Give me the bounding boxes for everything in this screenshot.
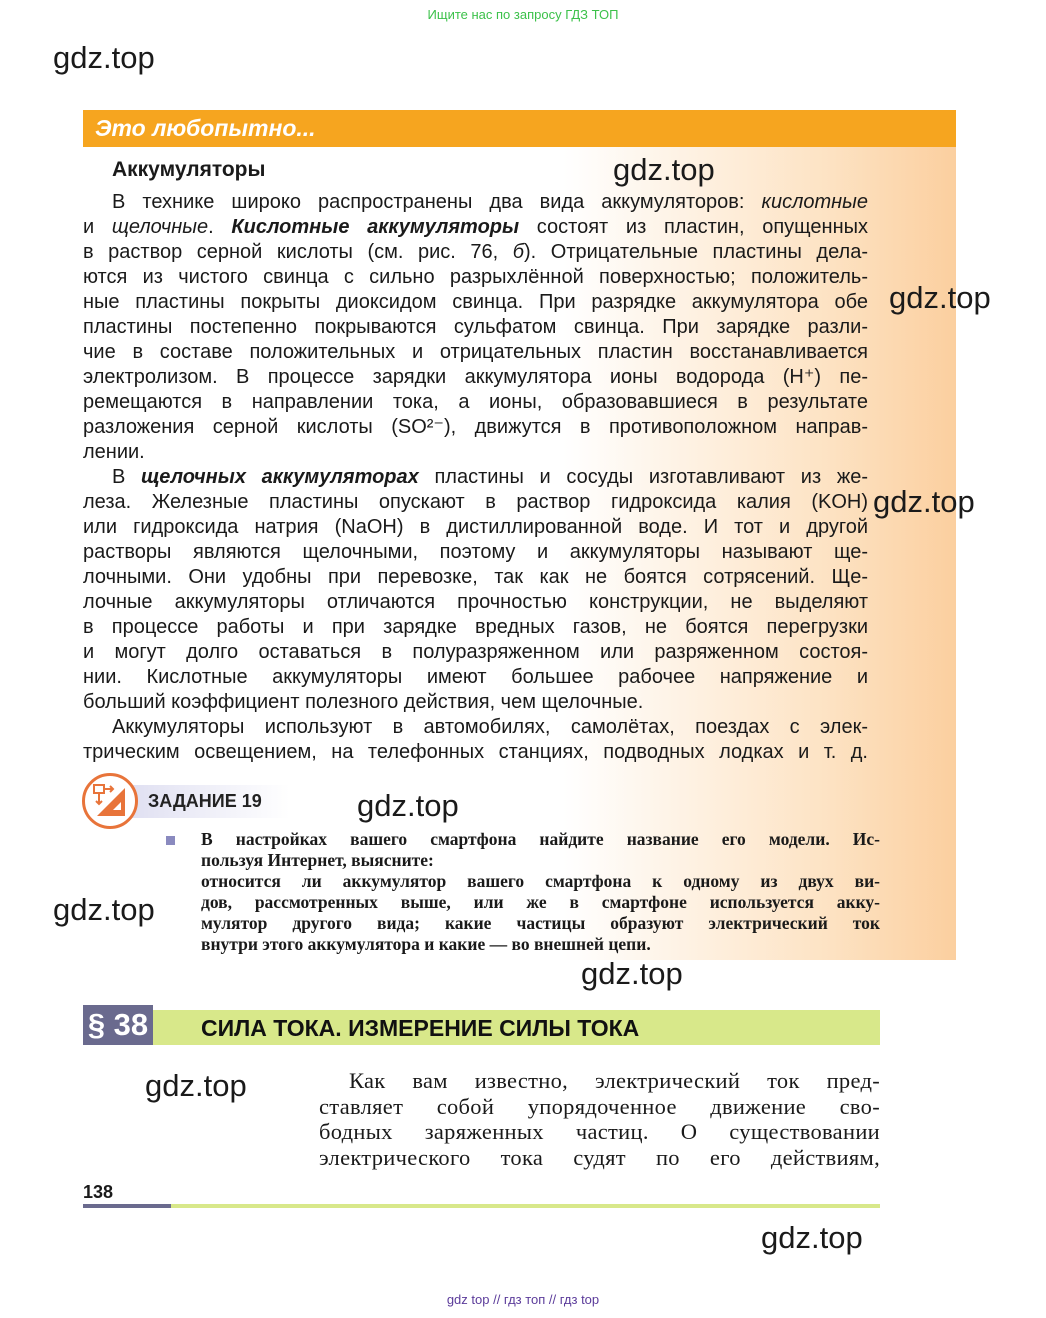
section-title: СИЛА ТОКА. ИЗМЕРЕНИЕ СИЛЫ ТОКА bbox=[201, 1015, 640, 1041]
curious-box-header bbox=[83, 110, 956, 147]
text-segment: пластины постепенно покрываются сульфатом свинца. При зарядке разли- bbox=[83, 316, 868, 338]
watermark: gdz.top bbox=[761, 1220, 863, 1255]
text-segment: ются из чистого свинца с сильно разрыхлённой поверхностью; положитель- bbox=[83, 266, 868, 288]
text-segment: пластины и сосуды изготавливают из же- bbox=[418, 466, 868, 488]
task-icon bbox=[82, 773, 138, 829]
text-segment: щелочных аккумуляторах bbox=[141, 466, 419, 488]
text-line bbox=[83, 690, 868, 715]
text-segment: ). Отрицательные пластины дела- bbox=[524, 241, 868, 263]
watermark: gdz.top bbox=[613, 152, 715, 187]
text-line bbox=[83, 415, 868, 440]
watermark: gdz.top bbox=[357, 788, 459, 823]
text-line bbox=[83, 740, 868, 765]
task-line: мулятор другого вида; какие частицы образуют электрический ток bbox=[201, 913, 880, 933]
bottom-note[interactable]: gdz top // гдз топ // гдз top bbox=[446, 1292, 600, 1307]
text-segment: лочными. Они удобны при перевозке, так как не боятся сотрясений. Ще- bbox=[83, 566, 868, 588]
text-segment: чие в составе положительных и отрицательных пластин восстанавливается bbox=[83, 341, 868, 363]
text-segment: кислотные bbox=[761, 191, 868, 213]
text-segment: в процессе работы и при зарядке вредных газов, не боятся перегрузки bbox=[83, 616, 868, 638]
watermark: gdz.top bbox=[145, 1068, 247, 1103]
text-line bbox=[112, 715, 868, 740]
task-line: внутри этого аккумулятора и какие — во внешней цепи. bbox=[201, 934, 651, 954]
text-line bbox=[83, 440, 868, 465]
text-segment: б bbox=[512, 241, 524, 263]
watermark: gdz.top bbox=[581, 956, 683, 991]
watermark: gdz.top bbox=[53, 40, 155, 75]
top-note[interactable]: Ищите нас по запросу ГДЗ ТОП bbox=[427, 7, 619, 22]
task-line: относится ли аккумулятор вашего смартфона к одному из двух ви- bbox=[201, 871, 880, 891]
text-line bbox=[83, 365, 868, 390]
text-line bbox=[112, 465, 868, 490]
intro-line: электрического тока судят по его действиям, bbox=[319, 1144, 880, 1170]
text-line bbox=[83, 540, 868, 565]
text-segment: больший коэффициент полезного действия, чем щелочные. bbox=[83, 691, 644, 713]
text-line bbox=[83, 215, 868, 240]
task-line: дов, рассмотренных выше, или же в смартфоне используется акку- bbox=[201, 892, 880, 912]
text-line bbox=[83, 665, 868, 690]
text-segment: лении. bbox=[83, 441, 145, 463]
text-segment: ные пластины покрыты диоксидом свинца. При разрядке аккумулятора обе bbox=[83, 291, 868, 313]
text-segment: В bbox=[112, 466, 142, 488]
text-line bbox=[83, 590, 868, 615]
text-segment: нии. Кислотные аккумуляторы имеют большее рабочее напряжение и bbox=[83, 666, 868, 688]
page-number: 138 bbox=[83, 1182, 114, 1202]
watermark: gdz.top bbox=[889, 280, 991, 315]
text-segment: . bbox=[208, 216, 232, 238]
text-segment: ремещаются в направлении тока, а ионы, образовавшиеся в результате bbox=[83, 391, 868, 413]
text-line bbox=[83, 565, 868, 590]
text-line bbox=[83, 515, 868, 540]
text-segment: Кислотные аккумуляторы bbox=[231, 216, 520, 238]
text-line bbox=[83, 240, 868, 265]
intro-line: ставляет собой упорядоченное движение сво- bbox=[319, 1093, 880, 1119]
text-segment: и bbox=[83, 216, 112, 238]
text-segment: состоят из пластин, опущенных bbox=[519, 216, 868, 238]
text-segment: леза. Железные пластины опускают в раствор гидроксида калия (KOH) bbox=[83, 491, 868, 513]
curious-box-title: Это любопытно... bbox=[95, 115, 316, 141]
text-line bbox=[112, 190, 868, 215]
text-line bbox=[83, 340, 868, 365]
text-line bbox=[83, 315, 868, 340]
bullet-icon bbox=[166, 836, 175, 845]
footer-rule-purple bbox=[83, 1204, 171, 1208]
text-segment: В технике широко распространены два вида аккумуляторов: bbox=[112, 191, 762, 213]
task-label: ЗАДАНИЕ 19 bbox=[148, 791, 262, 811]
section-title-bar bbox=[153, 1010, 880, 1045]
text-line bbox=[83, 490, 868, 515]
text-segment: Аккумуляторы используют в автомобилях, самолётах, поездах с элек- bbox=[112, 716, 868, 738]
text-line bbox=[83, 640, 868, 665]
text-segment: разложения серной кислоты (SO²⁻), движутся в противоположном направ- bbox=[83, 416, 868, 438]
text-segment: в раствор серной кислоты (см. рис. 76, bbox=[83, 241, 513, 263]
article-subtitle: Аккумуляторы bbox=[112, 158, 266, 181]
text-line bbox=[83, 290, 868, 315]
section-number: § 38 bbox=[83, 1005, 153, 1045]
text-line bbox=[83, 390, 868, 415]
text-segment: щелочные bbox=[111, 216, 209, 238]
watermark: gdz.top bbox=[873, 484, 975, 519]
text-segment: или гидроксида натрия (NaOH) в дистиллированной воде. И тот и другой bbox=[83, 516, 868, 538]
text-segment: растворы являются щелочными, поэтому и аккумуляторы называют ще- bbox=[83, 541, 868, 563]
watermark: gdz.top bbox=[53, 892, 155, 927]
text-segment: электролизом. В процессе зарядки аккумулятора ионы водорода (H⁺) пе- bbox=[83, 366, 868, 388]
text-segment: трическим освещением, на телефонных станциях, подводных лодках и т. д. bbox=[83, 741, 868, 763]
text-line bbox=[83, 615, 868, 640]
intro-line: бодных заряженных частиц. О существовании bbox=[319, 1119, 880, 1144]
footer-rule-green bbox=[171, 1204, 880, 1208]
task-line: пользуя Интернет, выясните: bbox=[201, 850, 434, 870]
intro-line: Как вам известно, электрический ток пред- bbox=[349, 1068, 880, 1093]
text-segment: лочные аккумуляторы отличаются прочностью конструкции, не выделяют bbox=[83, 591, 868, 613]
task-line: В настройках вашего смартфона найдите название его модели. Ис- bbox=[201, 829, 880, 849]
text-segment: и могут долго оставаться в полуразряженном или разряженном состоя- bbox=[83, 641, 868, 663]
text-line bbox=[83, 265, 868, 290]
